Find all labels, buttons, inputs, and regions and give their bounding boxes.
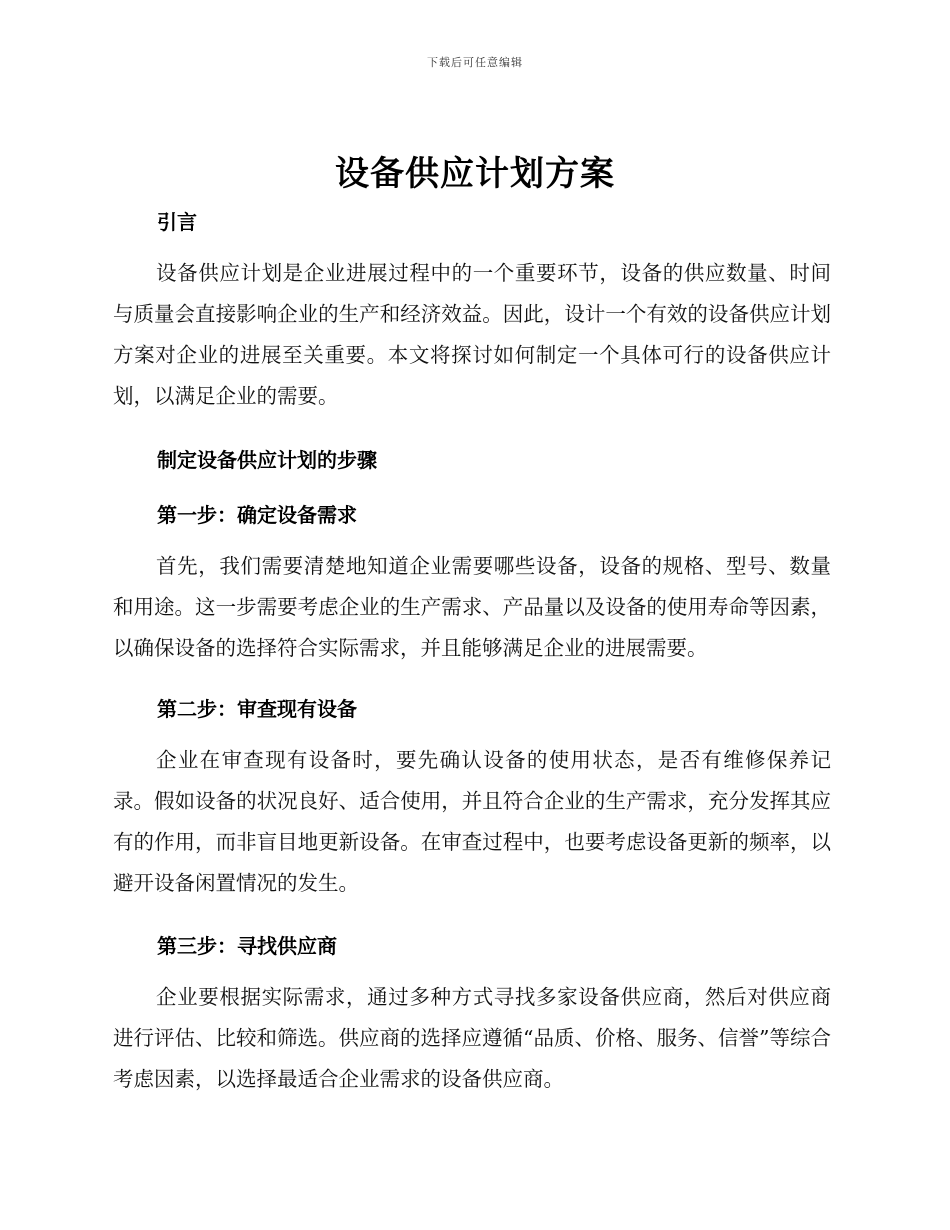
paragraph-intro: 设备供应计划是企业进展过程中的一个重要环节，设备的供应数量、时间与质量会直接影响企业的生产和经济效益。因此，设计一个有效的设备供应计划方案对企业的进展至关重要。本文将探讨如何制定一个具体可行的设备供应计划，以满足企业的需要。 (113, 261, 831, 408)
section-heading-steps: 制定设备供应计划的步骤 (157, 448, 377, 472)
paragraph-step2: 企业在审查现有设备时，要先确认设备的使用状态，是否有维修保养记录。假如设备的状况良好、适合使用，并且符合企业的生产需求，充分发挥其应有的作用，而非盲目地更新设备。在审查过程中，也要考虑设备更新的频率，以避开设备闲置情况的发生。 (113, 748, 831, 895)
step1-heading: 第一步：确定设备需求 (157, 503, 357, 527)
header-note: 下载后可任意编辑 (427, 56, 523, 69)
step2-heading: 第二步：审查现有设备 (157, 697, 357, 721)
paragraph-step3: 企业要根据实际需求，通过多种方式寻找多家设备供应商，然后对供应商进行评估、比较和筛选。供应商的选择应遵循“品质、价格、服务、信誉”等综合考虑因素，以选择最适合企业需求的设备供应商。 (113, 985, 831, 1091)
section-heading-intro: 引言 (157, 210, 197, 234)
paragraph-step1: 首先，我们需要清楚地知道企业需要哪些设备，设备的规格、型号、数量和用途。这一步需要考虑企业的生产需求、产品量以及设备的使用寿命等因素，以确保设备的选择符合实际需求，并且能够满足企业的进展需要。 (113, 554, 831, 660)
step3-heading: 第三步：寻找供应商 (157, 934, 337, 958)
document-title: 设备供应计划方案 (335, 154, 615, 194)
